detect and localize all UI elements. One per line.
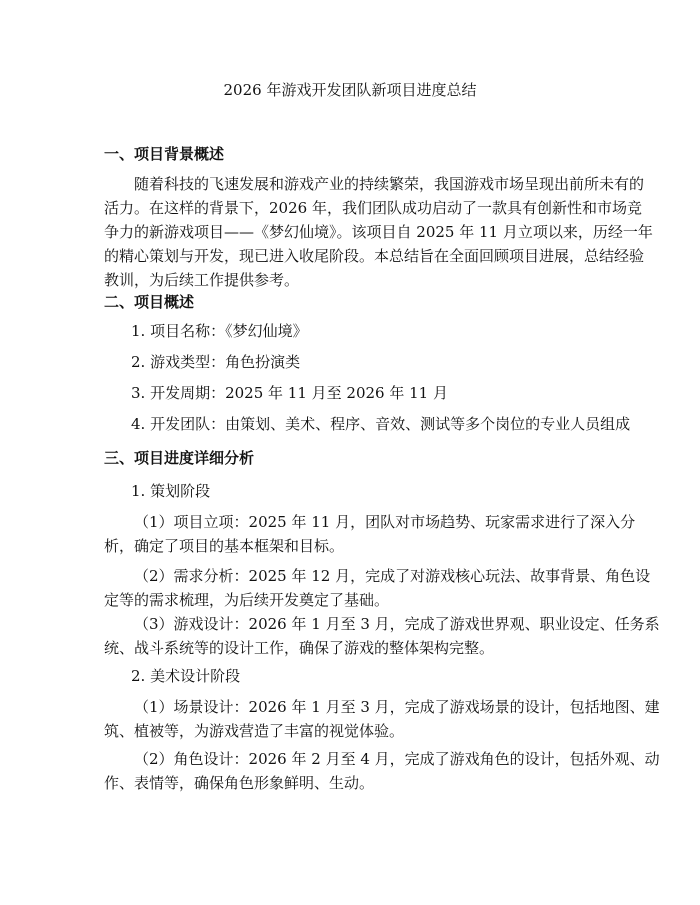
paragraph-line: 争力的新游戏项目——《梦幻仙境》。该项目自 2025 年 11 月立项以来，历经一年 [104,223,653,241]
art-item-2 [104,747,660,795]
paragraph-line: 统、战斗系统等的设计工作，确保了游戏的整体架构完整。 [104,639,495,657]
paragraph-line: 活力。在这样的背景下，2026 年，我们团队成功启动了一款具有创新性和市场竞 [104,199,642,217]
subsection-art-design: 2. 美术设计阶段 [131,667,241,685]
paragraph-line: （1）项目立项：2025 年 11 月，团队对市场趋势、玩家需求进行了深入分 [134,513,636,531]
paragraph-line: 随着科技的飞速发展和游戏产业的持续繁荣，我国游戏市场呈现出前所未有的 [134,175,645,193]
paragraph-line: 教训，为后续工作提供参考。 [104,271,300,289]
paragraph-line: 析，确定了项目的基本框架和目标。 [104,537,345,555]
paragraph-line: 定等的需求梳理，为后续开发奠定了基础。 [104,591,390,609]
planning-item-2 [104,564,651,612]
background-paragraph [104,172,653,292]
art-item-1 [104,695,660,743]
paragraph-line: （3）游戏设计：2026 年 1 月至 3 月，完成了游戏世界观、职业设定、任务系 [134,615,660,633]
list-item: 2. 游戏类型：角色扮演类 [131,353,301,371]
section-heading-background: 一、项目背景概述 [104,145,225,163]
list-item: 1. 项目名称：《梦幻仙境》 [131,322,308,340]
paragraph-line: （1）场景设计：2026 年 1 月至 3 月，完成了游戏场景的设计，包括地图、建 [134,698,660,716]
paragraph-line: 作、表情等，确保角色形象鲜明、生动。 [104,774,375,792]
paragraph-line: 的精心策划与开发，现已进入收尾阶段。本总结旨在全面回顾项目进展，总结经验 [104,247,645,265]
list-item: 4. 开发团队：由策划、美术、程序、音效、测试等多个岗位的专业人员组成 [131,415,631,433]
list-item: 3. 开发周期：2025 年 11 月至 2026 年 11 月 [131,384,448,402]
planning-item-3 [104,612,660,660]
section-heading-progress: 三、项目进度详细分析 [104,449,255,467]
planning-item-1 [104,510,636,558]
paragraph-line: （2）需求分析：2025 年 12 月，完成了对游戏核心玩法、故事背景、角色设 [134,567,651,585]
paragraph-line: （2）角色设计：2026 年 2 月至 4 月，完成了游戏角色的设计，包括外观、动 [134,750,660,768]
section-heading-overview: 二、项目概述 [104,293,195,311]
document-title: 2026 年游戏开发团队新项目进度总结 [223,81,477,99]
subsection-planning: 1. 策划阶段 [131,482,211,500]
paragraph-line: 筑、植被等，为游戏营造了丰富的视觉体验。 [104,722,405,740]
